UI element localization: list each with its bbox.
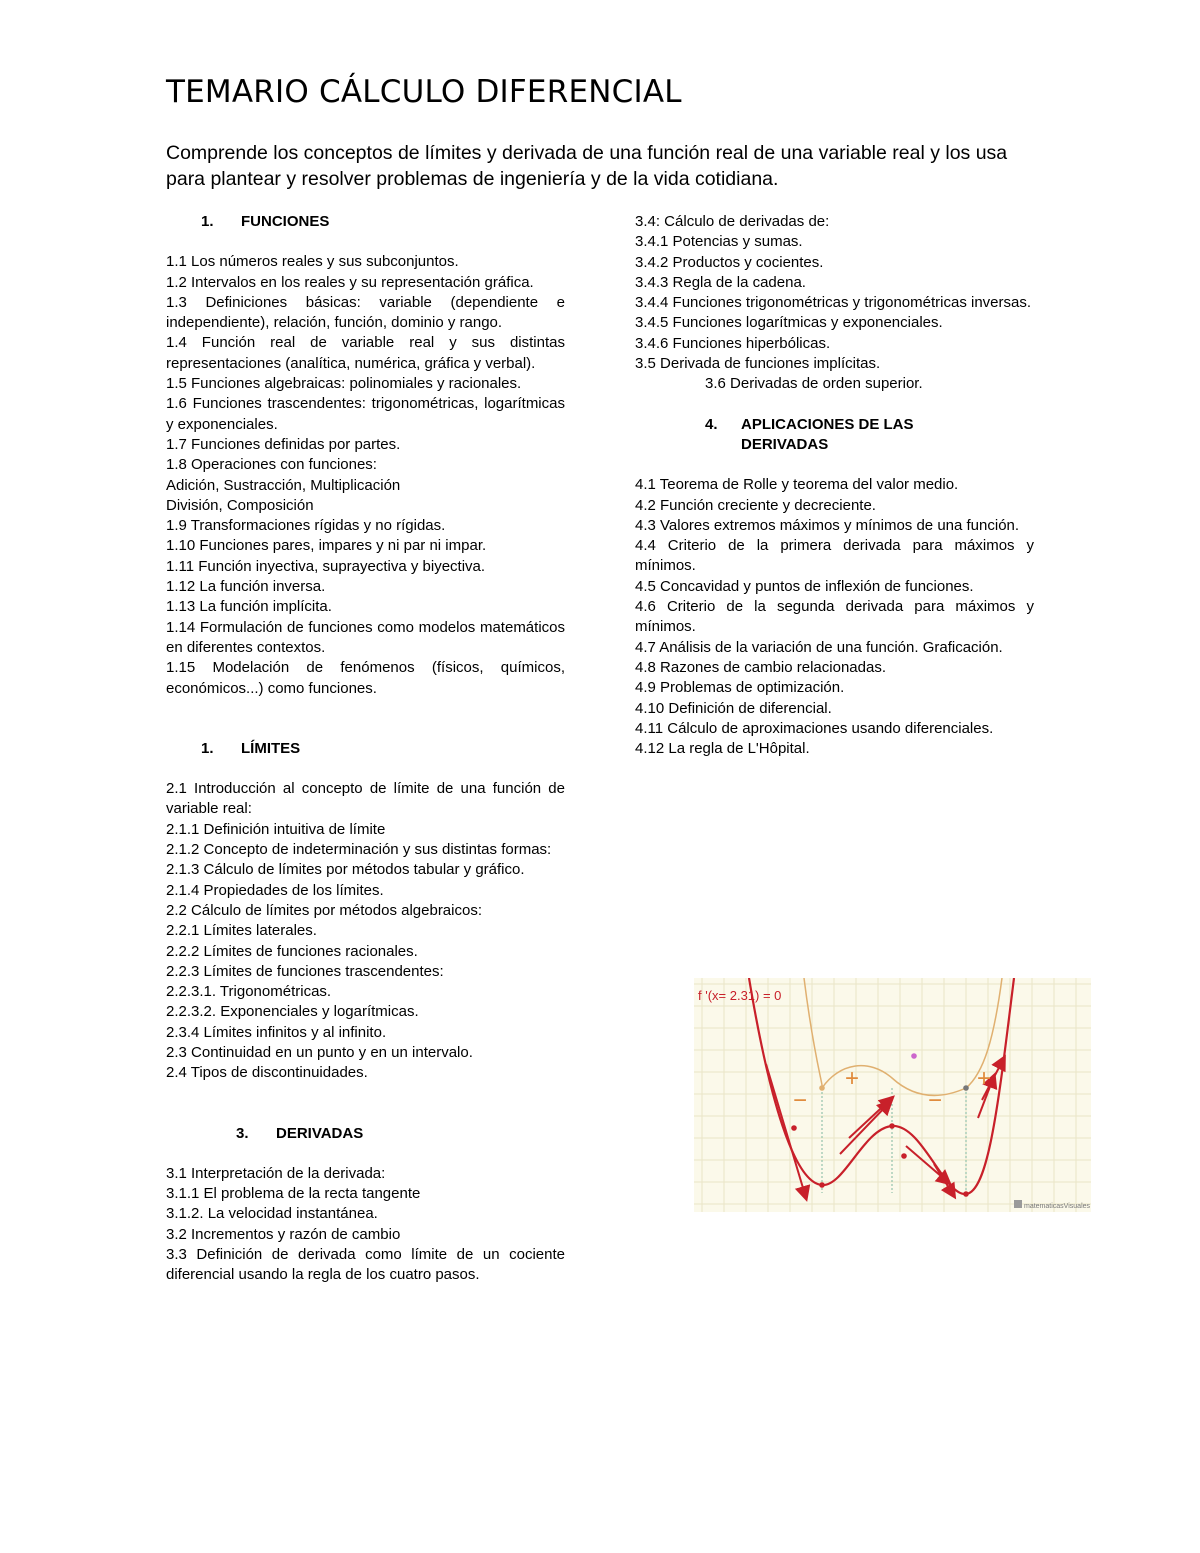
list-item: 2.2 Cálculo de límites por métodos algebraicos: [166, 901, 482, 919]
list-item: 4.5 Concavidad y puntos de inflexión de funciones. [635, 577, 974, 595]
list-item: 4.2 Función creciente y decreciente. [635, 496, 876, 514]
list-item: 1.4 Función real de variable real y sus distintas representaciones (analítica, numérica, gráfica y verbal). [166, 334, 565, 372]
list-item: 3.4.3 Regla de la cadena. [635, 273, 806, 291]
list-item: 4.12 La regla de L'Hôpital. [635, 740, 810, 758]
section-title: LÍMITES [241, 739, 301, 757]
section-title: FUNCIONES [241, 213, 330, 230]
list-item: 1.6 Funciones trascendentes: trigonométricas, logarítmicas y exponenciales. [166, 395, 565, 433]
list-item: 1.9 Transformaciones rígidas y no rígidas. [166, 517, 446, 535]
section-number: 3. [236, 1124, 249, 1142]
section-number: 1. [201, 739, 214, 757]
list-limites [166, 779, 565, 1083]
section-title [741, 415, 914, 456]
graph-point [963, 1191, 969, 1197]
sign-minus-2: − [928, 1087, 943, 1114]
list-item: 3.6 Derivadas de orden superior. [705, 375, 923, 393]
list-item: 1.7 Funciones definidas por partes. [166, 435, 401, 453]
list-derivadas-cont [635, 212, 1034, 374]
section-heading-derivadas [236, 1124, 565, 1144]
section-heading-aplicaciones [705, 415, 1034, 456]
graph-svg [694, 978, 1091, 1212]
section-title-line: DERIVADAS [741, 435, 829, 453]
function-graph-figure [694, 978, 1091, 1212]
list-item: 1.14 Formulación de funciones como modelos matemáticos en diferentes contextos. [166, 618, 565, 656]
list-item: 2.1.3 Cálculo de límites por métodos tabular y gráfico. [166, 861, 525, 879]
graph-point [791, 1125, 797, 1131]
list-item: 2.2.3.1. Trigonométricas. [166, 983, 332, 1001]
list-item: 3.3 Definición de derivada como límite de un cociente diferencial usando la regla de los cuatro pasos. [166, 1246, 565, 1284]
graph-label: f '(x= 2.31) = 0 [698, 988, 782, 1003]
left-column [166, 212, 565, 1286]
watermark-logo [1014, 1200, 1022, 1208]
section-number: 1. [201, 213, 214, 230]
list-item: 2.3.4 Límites infinitos y al infinito. [166, 1023, 387, 1041]
list-item: 2.3 Continuidad en un punto y en un intervalo. [166, 1043, 473, 1061]
intro-paragraph: Comprende los conceptos de límites y derivada de una función real de una variable real y los usa para plantear y resolver problemas de ingeniería y de la vida cotidiana. [166, 142, 1008, 190]
list-item: 4.6 Criterio de la segunda derivada para máximos y mínimos. [635, 598, 1034, 636]
list-item: 3.2 Incrementos y razón de cambio [166, 1225, 401, 1243]
list-item: 1.11 Función inyectiva, suprayectiva y biyectiva. [166, 557, 486, 575]
list-item: 1.5 Funciones algebraicas: polinomiales y racionales. [166, 375, 522, 393]
list-item: 1.12 La función inversa. [166, 578, 326, 596]
list-item: 2.1.4 Propiedades de los límites. [166, 881, 384, 899]
list-item: 2.4 Tipos de discontinuidades. [166, 1064, 368, 1082]
graph-point [901, 1153, 907, 1159]
sign-plus-2: + [977, 1065, 992, 1092]
list-item: 2.2.3 Límites de funciones trascendentes: [166, 962, 444, 980]
section-title: DERIVADAS [276, 1124, 364, 1142]
list-item: División, Composición [166, 496, 314, 514]
list-item: 4.9 Problemas de optimización. [635, 679, 845, 697]
list-item: 2.1.1 Definición intuitiva de límite [166, 820, 386, 838]
list-item: 3.4: Cálculo de derivadas de: [635, 213, 830, 230]
section-heading-limites [201, 739, 565, 759]
page-title: TEMARIO CÁLCULO DIFERENCIAL [166, 74, 682, 110]
list-derivadas [166, 1164, 565, 1286]
list-item: 2.2.3.2. Exponenciales y logarítmicas. [166, 1003, 419, 1021]
list-item: 4.3 Valores extremos máximos y mínimos de una función. [635, 516, 1020, 534]
list-item: 3.4.6 Funciones hiperbólicas. [635, 334, 831, 352]
graph-point [963, 1085, 969, 1091]
list-item: 1.3 Definiciones básicas: variable (dependiente e independiente), relación, función, dominio y rango. [166, 293, 565, 332]
list-item: 2.1 Introducción al concepto de límite de una función de variable real: [166, 780, 565, 818]
list-item: 4.10 Definición de diferencial. [635, 699, 832, 717]
list-funciones [166, 252, 565, 699]
section-heading-funciones [201, 212, 565, 232]
graph-point [889, 1123, 895, 1129]
list-item: 1.2 Intervalos en los reales y su representación gráfica. [166, 273, 534, 291]
list-item: 3.4.4 Funciones trigonométricas y trigonométricas inversas. [635, 294, 1032, 312]
graph-point [819, 1182, 825, 1188]
sign-minus-1: − [793, 1087, 808, 1114]
list-item: Adición, Sustracción, Multiplicación [166, 476, 401, 494]
list-aplicaciones [635, 475, 1034, 759]
right-column [635, 212, 1034, 759]
graph-point [819, 1085, 825, 1091]
list-item: 2.2.2 Límites de funciones racionales. [166, 942, 418, 960]
list-item: 3.1 Interpretación de la derivada: [166, 1164, 386, 1182]
section-number: 4. [705, 415, 718, 433]
list-item: 1.8 Operaciones con funciones: [166, 456, 377, 474]
list-item: 4.11 Cálculo de aproximaciones usando diferenciales. [635, 719, 994, 737]
list-item: 2.1.2 Concepto de indeterminación y sus distintas formas: [166, 841, 552, 859]
graph-point [911, 1053, 917, 1059]
list-item: 1.13 La función implícita. [166, 598, 332, 616]
list-item: 3.5 Derivada de funciones implícitas. [635, 355, 881, 373]
list-item: 1.1 Los números reales y sus subconjuntos. [166, 253, 459, 271]
list-item: 3.4.5 Funciones logarítmicas y exponenciales. [635, 314, 943, 332]
list-item: 4.8 Razones de cambio relacionadas. [635, 658, 886, 676]
list-item: 1.15 Modelación de fenómenos (físicos, químicos, económicos...) como funciones. [166, 659, 565, 697]
list-item: 4.7 Análisis de la variación de una función. Graficación. [635, 638, 1003, 656]
section-title-line: APLICACIONES DE LAS [741, 415, 914, 433]
sign-plus-1: + [845, 1065, 860, 1092]
list-item: 3.4.1 Potencias y sumas. [635, 233, 803, 251]
list-item: 3.1.2. La velocidad instantánea. [166, 1205, 378, 1223]
list-item: 4.1 Teorema de Rolle y teorema del valor medio. [635, 476, 959, 494]
list-item: 4.4 Criterio de la primera derivada para máximos y mínimos. [635, 537, 1034, 575]
list-item: 3.1.1 El problema de la recta tangente [166, 1185, 421, 1203]
list-item: 3.4.2 Productos y cocientes. [635, 253, 824, 271]
watermark: matematicasVisuales [1024, 1203, 1091, 1210]
list-item: 1.10 Funciones pares, impares y ni par ni impar. [166, 537, 487, 555]
list-item: 2.2.1 Límites laterales. [166, 922, 317, 940]
